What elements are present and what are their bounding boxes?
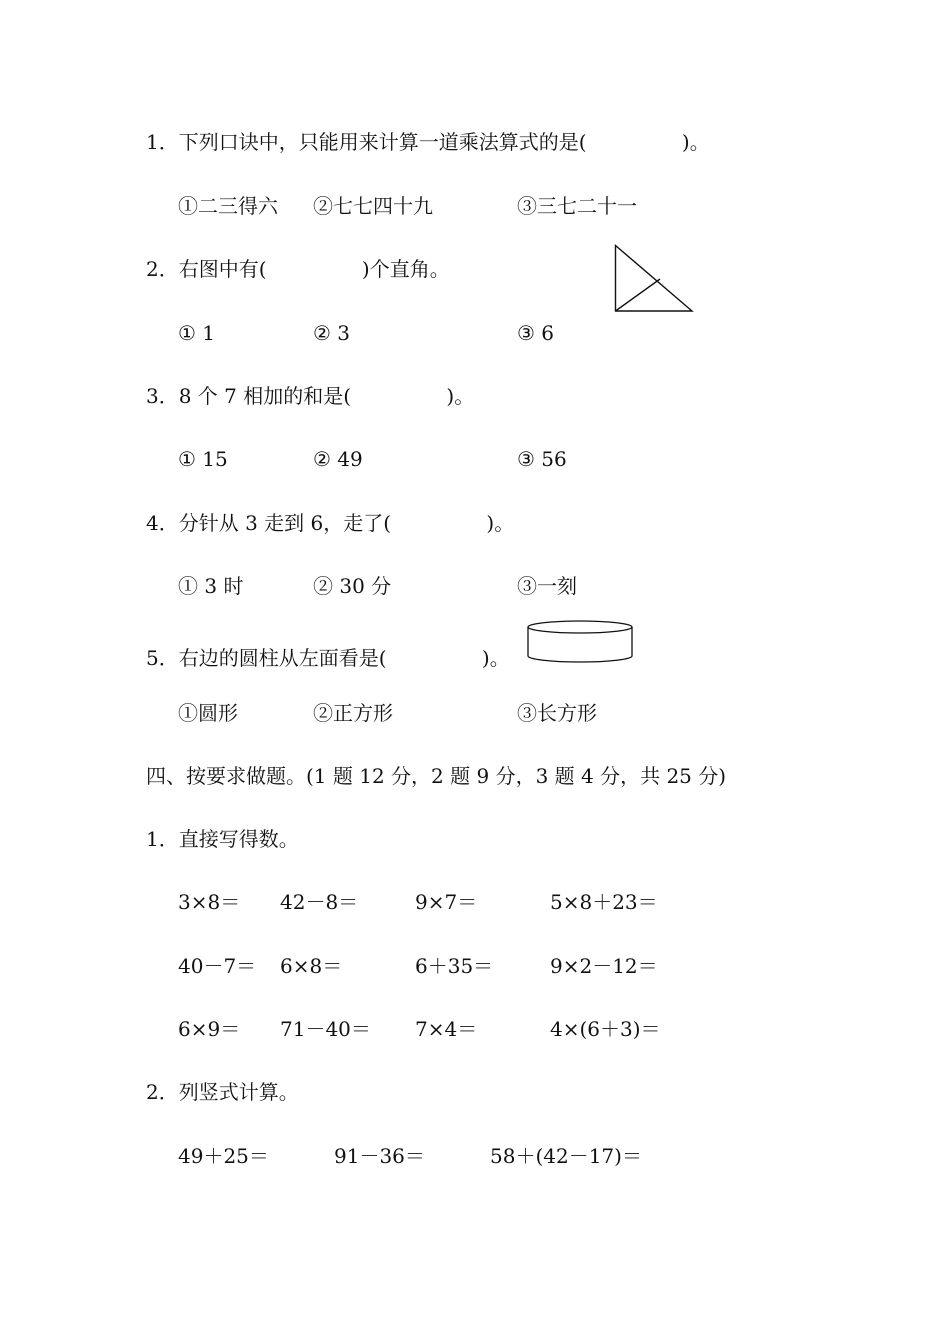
q5-option-3: ③长方形 [517, 701, 597, 725]
q1-option-1: ①二三得六 [178, 194, 278, 218]
calc-r2-c1: 40－7＝ [178, 954, 257, 978]
calc-r3-c2: 71－40＝ [280, 1017, 371, 1041]
calc-r3-c4: 4×(6＋3)＝ [550, 1017, 661, 1041]
calc-r1-c3: 9×7＝ [415, 890, 478, 914]
calc-r2-c4: 9×2－12＝ [550, 954, 658, 978]
q1-stem: 1．下列口诀中，只能用来计算一道乘法算式的是( )。 [146, 130, 710, 154]
vertical-calc-1: 49＋25＝ [178, 1144, 269, 1168]
calc-r1-c4: 5×8＋23＝ [550, 890, 658, 914]
q5-option-2: ②正方形 [313, 701, 393, 725]
q3-option-2: ② 49 [313, 447, 363, 471]
part-2-title: 2．列竖式计算。 [146, 1080, 299, 1104]
q3-option-1: ① 15 [178, 447, 228, 471]
right-triangle-figure [612, 243, 696, 315]
q4-option-2: ② 30 分 [313, 574, 392, 598]
calc-r2-c3: 6＋35＝ [415, 954, 494, 978]
q1-option-3: ③三七二十一 [517, 194, 637, 218]
q4-option-1: ① 3 时 [178, 574, 244, 598]
section-4-heading: 四、按要求做题。(1 题 12 分，2 题 9 分，3 题 4 分，共 25 分) [146, 764, 727, 788]
cylinder-figure [524, 618, 636, 666]
q4-option-3: ③一刻 [517, 574, 577, 598]
calc-r2-c2: 6×8＝ [280, 954, 343, 978]
calc-r3-c1: 6×9＝ [178, 1017, 241, 1041]
q5-option-1: ①圆形 [178, 701, 238, 725]
calc-r1-c2: 42－8＝ [280, 890, 359, 914]
q2-option-3: ③ 6 [517, 321, 555, 345]
vertical-calc-2: 91－36＝ [334, 1144, 425, 1168]
q2-option-1: ① 1 [178, 321, 216, 345]
q1-option-2: ②七七四十九 [313, 194, 433, 218]
q2-stem: 2．右图中有( )个直角。 [146, 257, 450, 281]
calc-r3-c3: 7×4＝ [415, 1017, 478, 1041]
part-1-title: 1．直接写得数。 [146, 827, 299, 851]
q3-stem: 3．8 个 7 相加的和是( )。 [146, 384, 475, 408]
calc-r1-c1: 3×8＝ [178, 890, 241, 914]
q5-stem: 5．右边的圆柱从左面看是( )。 [146, 646, 510, 670]
q4-stem: 4．分针从 3 走到 6，走了( )。 [146, 511, 515, 535]
vertical-calc-3: 58＋(42－17)＝ [490, 1144, 642, 1168]
q2-option-2: ② 3 [313, 321, 351, 345]
q3-option-3: ③ 56 [517, 447, 567, 471]
